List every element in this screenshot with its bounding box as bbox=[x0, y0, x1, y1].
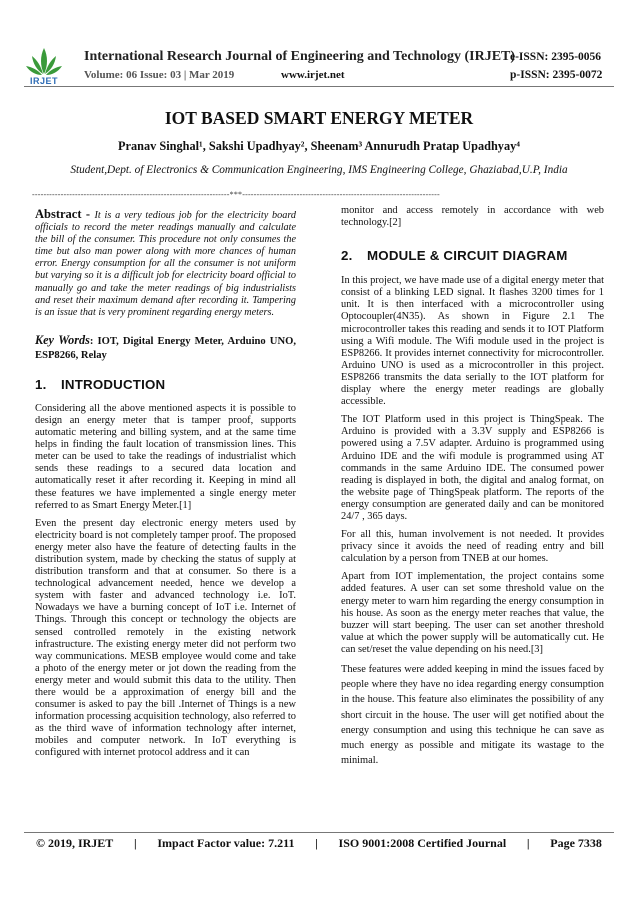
footer-page-number: Page 7338 bbox=[550, 836, 602, 850]
keywords bbox=[35, 333, 296, 363]
page-footer bbox=[36, 836, 602, 851]
footer-separator: | bbox=[315, 836, 318, 850]
journal-website[interactable]: www.irjet.net bbox=[281, 69, 345, 81]
intro-paragraph-2: Even the present day electronic energy meters used by electricity board is not completely tamper proof. The proposed energy meter also have the feature of detecting faults in the distribution system, made by checking the status of supply at distribution transform and that at consumer. So there is a technological advancement needed, hence we develop a system with faster and advanced technology i.e. IoT. Nowadays we have a burning concept of IoT i.e. Internet of Things. Through this concept or technology the objects are sensed controlled remotely in the existing network infrastructure. The existing energy meter did not perform two way communications. MESB employee would come and take a photo of the energy meter or jot down the reading from the energy meter and would submit this data to the utility. Then there would be a approximation of energy bill and the consumer is asked to pay the bill .Internet of Things is a new information processing acquisition technology, also referred to as the third wave of information technology after internet, mobiles and computer network. In IoT everything is configured with internet protocol address and it can bbox=[35, 517, 296, 759]
section-heading-module: 2. MODULE & CIRCUIT DIAGRAM bbox=[341, 248, 568, 264]
module-paragraph-3: For all this, human involvement is not needed. It provides privacy since it avoids the need of reading entry and bill calculation by a person from TNEB at our homes. bbox=[341, 529, 604, 565]
section-divider: ---------------------------------------------------------------------***--------------------------------------------------------------------- bbox=[32, 190, 440, 199]
paper-title: IOT BASED SMART ENERGY METER bbox=[164, 108, 474, 128]
footer-copyright: © 2019, IRJET bbox=[36, 836, 114, 850]
intro-paragraph-1: Considering all the above mentioned aspects it is possible to design an energy meter that is tamper proof, supports automatic metering and billing system, and at the same time helps in finding the fault location of transmission lines. This meter can be used to take the readings of industrialist which sends these readings to a secured data location and automatically reset it after recording it. Keeping in mind all these features we have implemented a single energy meter referred to as Smart Energy Meter.[1] bbox=[35, 402, 296, 511]
footer-rule bbox=[24, 832, 614, 833]
paper-authors: Pranav Singhal¹, Sakshi Upadhyay², Sheenam³ Annurudh Pratap Upadhyay⁴ bbox=[118, 139, 520, 153]
abstract-text: It is a very tedious job for the electricity board officials to record the meter readings manually and calculate the bill of the consumer. This procedure not only consumes the time but also man power along with more chances of human error. Energy consumption for all the consumer is not uniform but varying so it is a difficult job for electricity board official to manually go and take the meter readings of big industrialists and reset their maximum demand after recording it. Tampering is an issue that is very prominent regarding energy meters. bbox=[35, 210, 296, 318]
keywords-label: Key Words bbox=[35, 332, 90, 347]
e-issn: e-ISSN: 2395-0056 bbox=[510, 51, 602, 63]
section-heading-introduction: 1. INTRODUCTION bbox=[35, 376, 166, 392]
author-affiliation: Student,Dept. of Electronics & Communication Engineering, IMS Engineering College, Ghaziabad,U.P, India bbox=[70, 164, 568, 176]
keywords-text: : IOT, Digital Energy Meter, Arduino UNO, ESP8266, Relay bbox=[35, 335, 296, 361]
abstract-label: Abstract - bbox=[35, 207, 95, 221]
p-issn: p-ISSN: 2395-0072 bbox=[510, 69, 603, 81]
abstract bbox=[35, 208, 296, 319]
logo-wordmark: IRJET bbox=[29, 76, 58, 86]
module-paragraph-4: Apart from IOT implementation, the project contains some added features. A user can set some threshold value on the energy meter to warn him regarding the energy consumption in his house. As soon as the energy meter reaches that value, the buzzer will start beeping. The user can set another threshold value at which the power supply will be automatically cut. He can set/reset the value depending on his need.[3] bbox=[341, 571, 604, 655]
module-paragraph-1: In this project, we have made use of a digital energy meter that consist of a blinking LED signal. It flashes 3200 times for 1 unit. It is then interfaced with a microcontroller using Optocoupler(4N35). As shown in Figure 2.1 The microcontroller takes this reading and sends it to IOT Platform using a Wifi module. The Wifi module used in the project is ESP8266. It provides internet connectivity for microcontroller. Arduino UNO is used as a microcontroller in this project. ESP8266 transmits the data serially to the IOT platform for display where the energy meter readings are globally accessible. bbox=[341, 275, 604, 408]
module-paragraph-2: The IOT Platform used in this project is ThingSpeak. The Arduino is provided with a 3.3V supply and ESP8266 is powered using a 7.5V adapter. Arduino is programmed using Arduino IDE and the wifi module is programmed using AT commands in the same Arduino IDE. The consumed power reading is displayed in both, the digital and analog format, on the website page of ThingSpeak platform. The reports of the energy consumption are generated daily and can be monitored 24/7 , 365 days. bbox=[341, 414, 604, 522]
intro-paragraph-2-continued: monitor and access remotely in accordance with web technology.[2] bbox=[341, 205, 604, 229]
left-column bbox=[35, 208, 296, 766]
journal-name: International Research Journal of Engineering and Technology (IRJET) bbox=[84, 49, 516, 64]
footer-impact-factor: Impact Factor value: 7.211 bbox=[157, 836, 295, 850]
footer-iso: ISO 9001:2008 Certified Journal bbox=[338, 836, 507, 850]
right-column bbox=[341, 205, 604, 774]
module-paragraph-5: These features were added keeping in mind the issues faced by people where they have no idea regarding energy consumption in the house. This feature also eliminates the possibility of any short circuit in the house. The user will get notified about the energy consumption and using this technique he can save as much energy as possible and mitigate its wastage to the minimal. bbox=[341, 664, 604, 767]
footer-separator: | bbox=[134, 836, 137, 850]
header-rule bbox=[24, 86, 614, 87]
footer-separator: | bbox=[526, 836, 530, 850]
volume-issue: Volume: 06 Issue: 03 | Mar 2019 bbox=[84, 69, 235, 81]
